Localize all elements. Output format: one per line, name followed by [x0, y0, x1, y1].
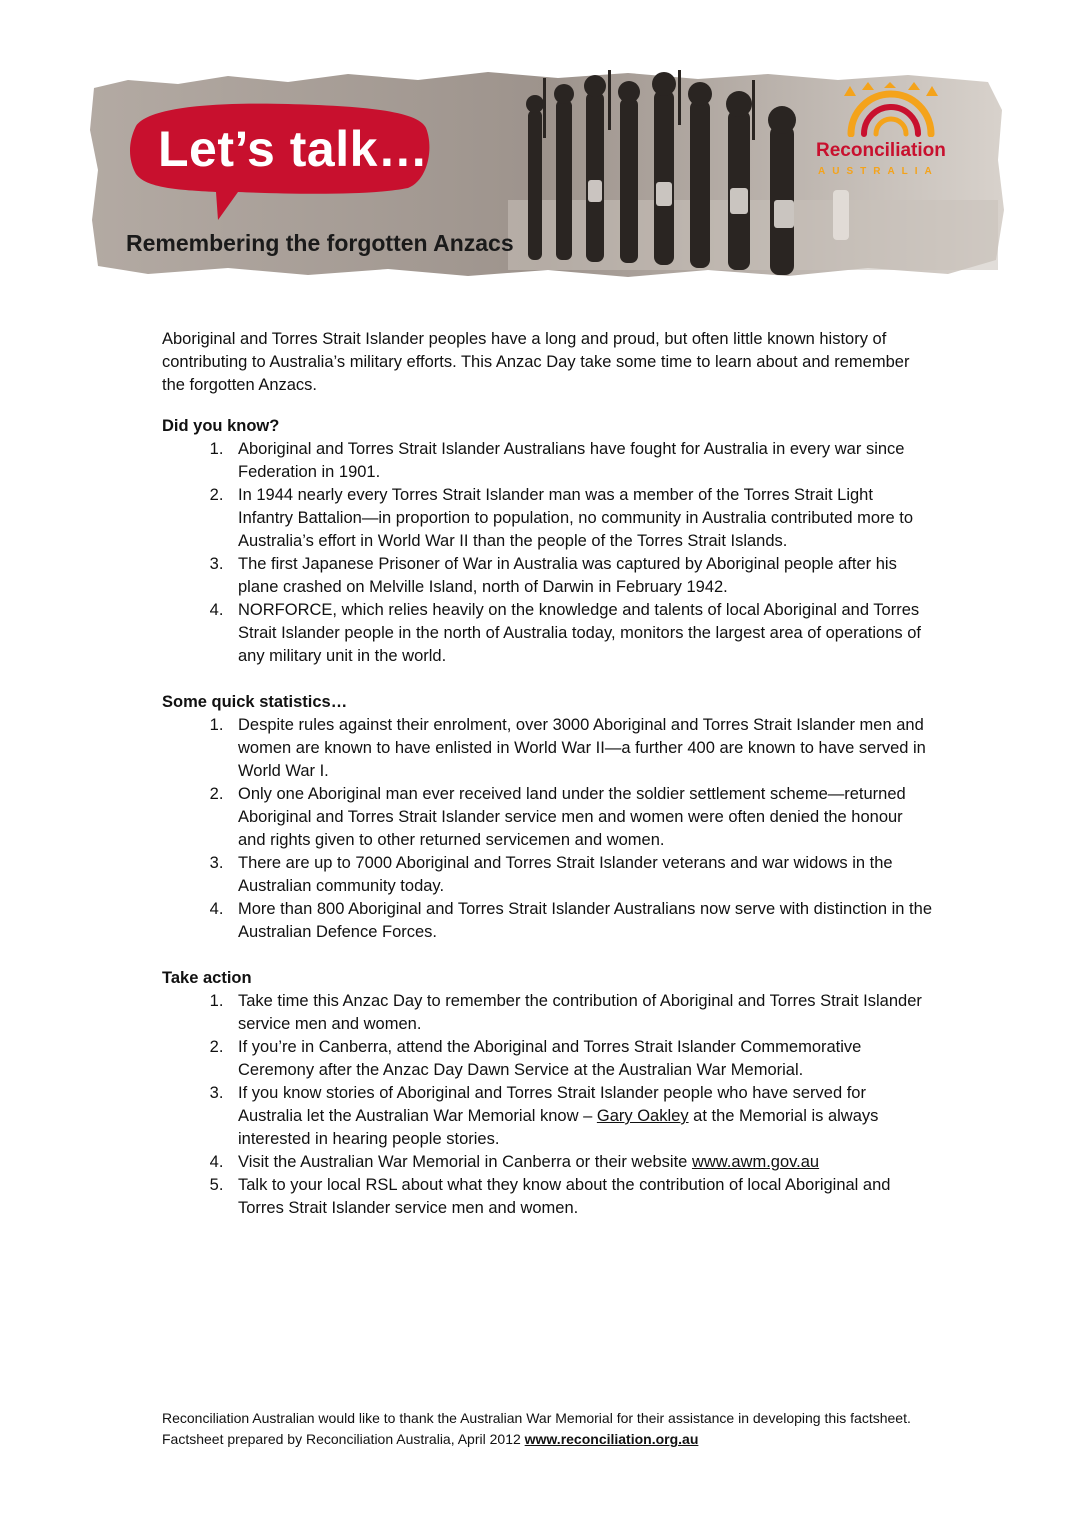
list-item: 2. In 1944 nearly every Torres Strait Islander man was a member of the Torres Strait Light Infantry Battalion—in proportion to population, no community in Australia contributed more to Australia’s effort in World War II than the people of the Torres Strait Islands. [228, 484, 932, 553]
section-heading-did-you-know: Did you know? [162, 417, 280, 435]
list-item: 1. Despite rules against their enrolment, over 3000 Aboriginal and Torres Strait Islander men and women are known to have enlisted in World War II—a further 400 are known to have served in World War I. [228, 714, 932, 783]
list-item [228, 1082, 932, 1151]
list-item-text: at the Memorial is always interested in hearing people stories. [238, 1107, 879, 1148]
list-item-text: If you know stories of Aboriginal and Torres Strait Islander people who have served for Australia let the Australian War Memorial know – [238, 1084, 866, 1125]
reconciliation-website-link[interactable]: www.reconciliation.org.au [524, 1431, 699, 1447]
list-item: 4. NORFORCE, which relies heavily on the knowledge and talents of local Aboriginal and Torres Strait Islander people in the north of Australia today, monitors the largest area of operations of any military unit in the world. [228, 599, 932, 668]
logo-name: Reconciliation [816, 140, 946, 161]
sun-arc-icon [836, 82, 946, 137]
list-item: 5. Talk to your local RSL about what they know about the contribution of local Aboriginal and Torres Strait Islander service men and women. [228, 1174, 932, 1220]
statistics-list [162, 714, 932, 944]
did-you-know-list [162, 438, 932, 668]
list-item: 4. More than 800 Aboriginal and Torres Strait Islander Australians now serve with distinction in the Australian Defence Forces. [228, 898, 932, 944]
footer [162, 1408, 942, 1450]
list-item [228, 1151, 932, 1174]
awm-website-link[interactable]: www.awm.gov.au [691, 1153, 820, 1171]
section-heading-statistics: Some quick statistics… [162, 693, 348, 711]
footer-prepared [162, 1429, 942, 1450]
reconciliation-australia-logo [816, 82, 976, 192]
section-heading-take-action: Take action [162, 969, 252, 987]
list-item: 1. Aboriginal and Torres Strait Islander Australians have fought for Australia in every war since Federation in 1901. [228, 438, 932, 484]
factsheet-body [162, 328, 932, 1242]
intro-paragraph: Aboriginal and Torres Strait Islander peoples have a long and proud, but often little known history of contributing to Australia’s military efforts. This Anzac Day take some time to learn about and remember the forgotten Anzacs. [162, 330, 910, 394]
list-item: 3. The first Japanese Prisoner of War in Australia was captured by Aboriginal people after his plane crashed on Melville Island, north of Darwin in February 1942. [228, 553, 932, 599]
list-item: 2. If you’re in Canberra, attend the Aboriginal and Torres Strait Islander Commemorative Ceremony after the Anzac Day Dawn Service at the Australian War Memorial. [228, 1036, 932, 1082]
footer-thanks: Reconciliation Australian would like to thank the Australian War Memorial for their assistance in developing this factsheet. [162, 1410, 911, 1426]
list-item-text: Visit the Australian War Memorial in Canberra or their website [238, 1153, 692, 1171]
speech-bubble-title: Let’s talk… [158, 121, 429, 177]
logo-subtitle: AUSTRALIA [818, 166, 939, 177]
list-item: 1. Take time this Anzac Day to remember the contribution of Aboriginal and Torres Strait Islander service men and women. [228, 990, 932, 1036]
footer-prepared-text: Factsheet prepared by Reconciliation Australia, April 2012 [162, 1431, 525, 1447]
list-item: 3. There are up to 7000 Aboriginal and Torres Strait Islander veterans and war widows in the Australian community today. [228, 852, 932, 898]
gary-oakley-link[interactable]: Gary Oakley [596, 1107, 689, 1125]
page-title: Remembering the forgotten Anzacs [126, 230, 514, 256]
take-action-list [162, 990, 932, 1220]
list-item: 2. Only one Aboriginal man ever received land under the soldier settlement scheme—returned Aboriginal and Torres Strait Islander service men and women were often denied the honour and rights given to other returned servicemen and women. [228, 783, 932, 852]
header-banner [88, 70, 1008, 280]
